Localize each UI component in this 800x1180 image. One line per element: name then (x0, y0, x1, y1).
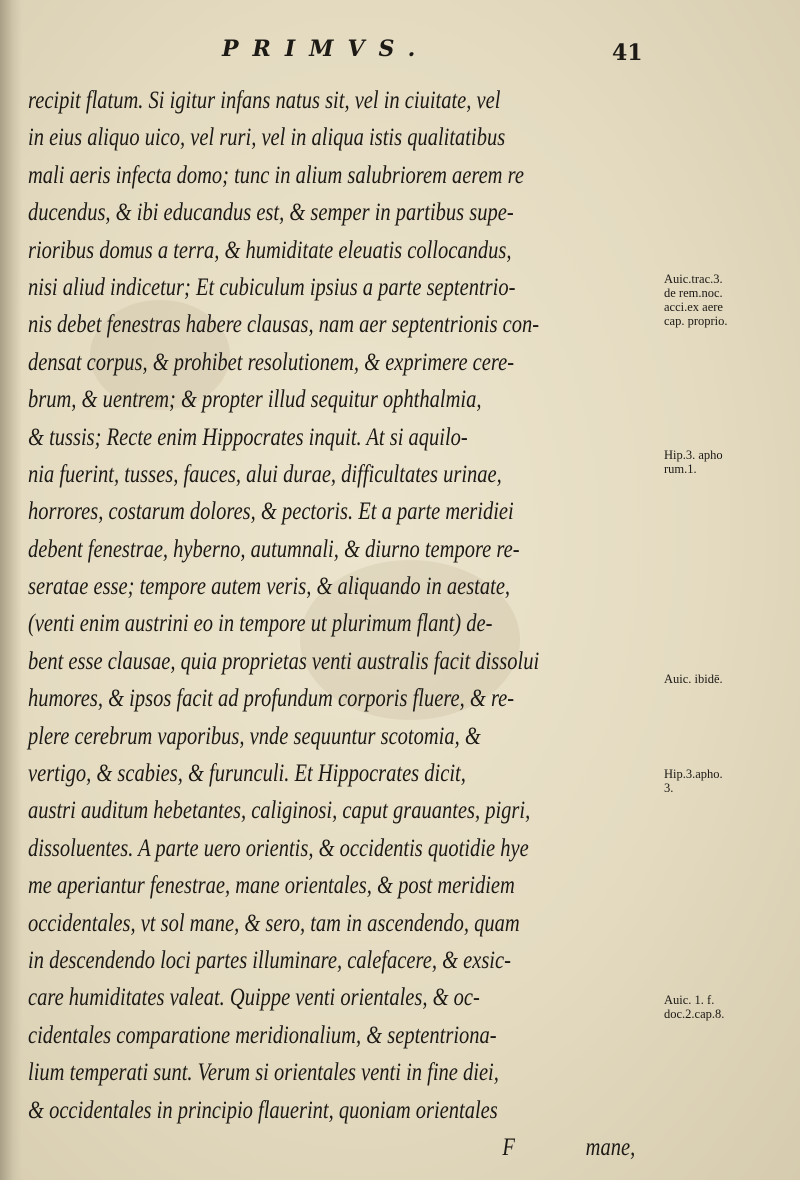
text-line: mali aeris infecta domo; tunc in alium salubriorem aerem re (28, 161, 524, 189)
running-head: PRIMVS. (222, 36, 430, 62)
text-line: debent fenestrae, hyberno, autumnali, & diurno tempore re- (28, 535, 520, 563)
marginal-note-line: Auic. 1. f. (664, 993, 715, 1007)
text-line: vertigo, & scabies, & furunculi. Et Hippocrates dicit, (28, 760, 466, 788)
binding-gutter (0, 0, 22, 1180)
marginal-note-line: de rem.noc. (664, 286, 723, 300)
text-line: care humiditates valeat. Quippe venti orientales, & oc- (28, 984, 480, 1012)
text-line: seratae esse; tempore autem veris, & aliquando in aestate, (28, 573, 511, 601)
text-line: horrores, costarum dolores, & pectoris. Et a parte meridiei (28, 498, 514, 526)
text-line: plere cerebrum vaporibus, vnde sequuntur scotomia, & (28, 722, 481, 750)
marginal-note-line: doc.2.cap.8. (664, 1007, 725, 1021)
marginal-note-line: cap. proprio. (664, 314, 728, 328)
text-line: ducendus, & ibi educandus est, & semper in partibus supe- (28, 199, 514, 227)
catchword: mane, (585, 1133, 636, 1161)
text-line: nia fuerint, tusses, fauces, alui durae, difficultates urinae, (28, 460, 502, 488)
text-line: brum, & uentrem; & propter illud sequitur ophthalmia, (28, 386, 482, 414)
footer-line (143, 1129, 668, 1166)
signature-mark: F (502, 1133, 515, 1161)
text-line: me aperiantur fenestrae, mane orientales, & post meridiem (28, 872, 515, 900)
text-line: in descendendo loci partes illuminare, calefacere, & exsic- (28, 946, 511, 974)
text-line: nis debet fenestras habere clausas, nam aer septentrionis con- (28, 311, 540, 339)
marginal-note-line: Auic. ibidē. (664, 672, 723, 686)
text-line: lium temperati sunt. Verum si orientales venti in fine diei, (28, 1059, 499, 1087)
text-line: densat corpus, & prohibet resolutionem, & exprimere cere- (28, 348, 515, 376)
text-line: nisi aliud indicetur; Et cubiculum ipsius a parte septentrio- (28, 273, 516, 301)
text-line: rioribus domus a terra, & humiditate eleuatis collocandus, (28, 236, 512, 264)
marginal-note (664, 993, 724, 1021)
marginal-note-line: acci.ex aere (664, 300, 723, 314)
text-line: & occidentales in principio flauerint, quoniam orientales (28, 1096, 498, 1124)
text-line: (venti enim austrini eo in tempore ut plurimum flant) de- (28, 610, 493, 638)
marginal-note (664, 448, 723, 476)
text-line: cidentales comparatione meridionalium, & septentriona- (28, 1021, 497, 1049)
text-line: austri auditum hebetantes, caliginosi, caput grauantes, pigri, (28, 797, 531, 825)
text-line: & tussis; Recte enim Hippocrates inquit. At si aquilo- (28, 423, 468, 451)
marginal-note-line: Hip.3.apho. (664, 767, 723, 781)
marginal-note (664, 767, 723, 795)
text-line: in eius aliquo uico, vel ruri, vel in aliqua istis qualitatibus (28, 124, 506, 152)
main-text-block (28, 82, 668, 1166)
marginal-note-line: Auic.trac.3. (664, 272, 723, 286)
page-number: 41 (612, 40, 643, 66)
text-line: recipit flatum. Si igitur infans natus sit, vel in ciuitate, vel (28, 87, 501, 114)
page-header (0, 32, 800, 72)
text-line: humores, & ipsos facit ad profundum corporis fluere, & re- (28, 685, 515, 713)
marginal-note-line: Hip.3. apho (664, 448, 723, 462)
text-line: bent esse clausae, quia proprietas venti australis facit dissolui (28, 647, 540, 675)
marginal-note (664, 272, 728, 328)
marginal-note-line: rum.1. (664, 462, 697, 476)
text-line: occidentales, vt sol mane, & sero, tam in ascendendo, quam (28, 909, 520, 937)
marginal-note-line: 3. (664, 781, 674, 795)
text-line: dissoluentes. A parte uero orientis, & occidentis quotidie hye (28, 834, 529, 862)
marginal-note (664, 672, 723, 686)
